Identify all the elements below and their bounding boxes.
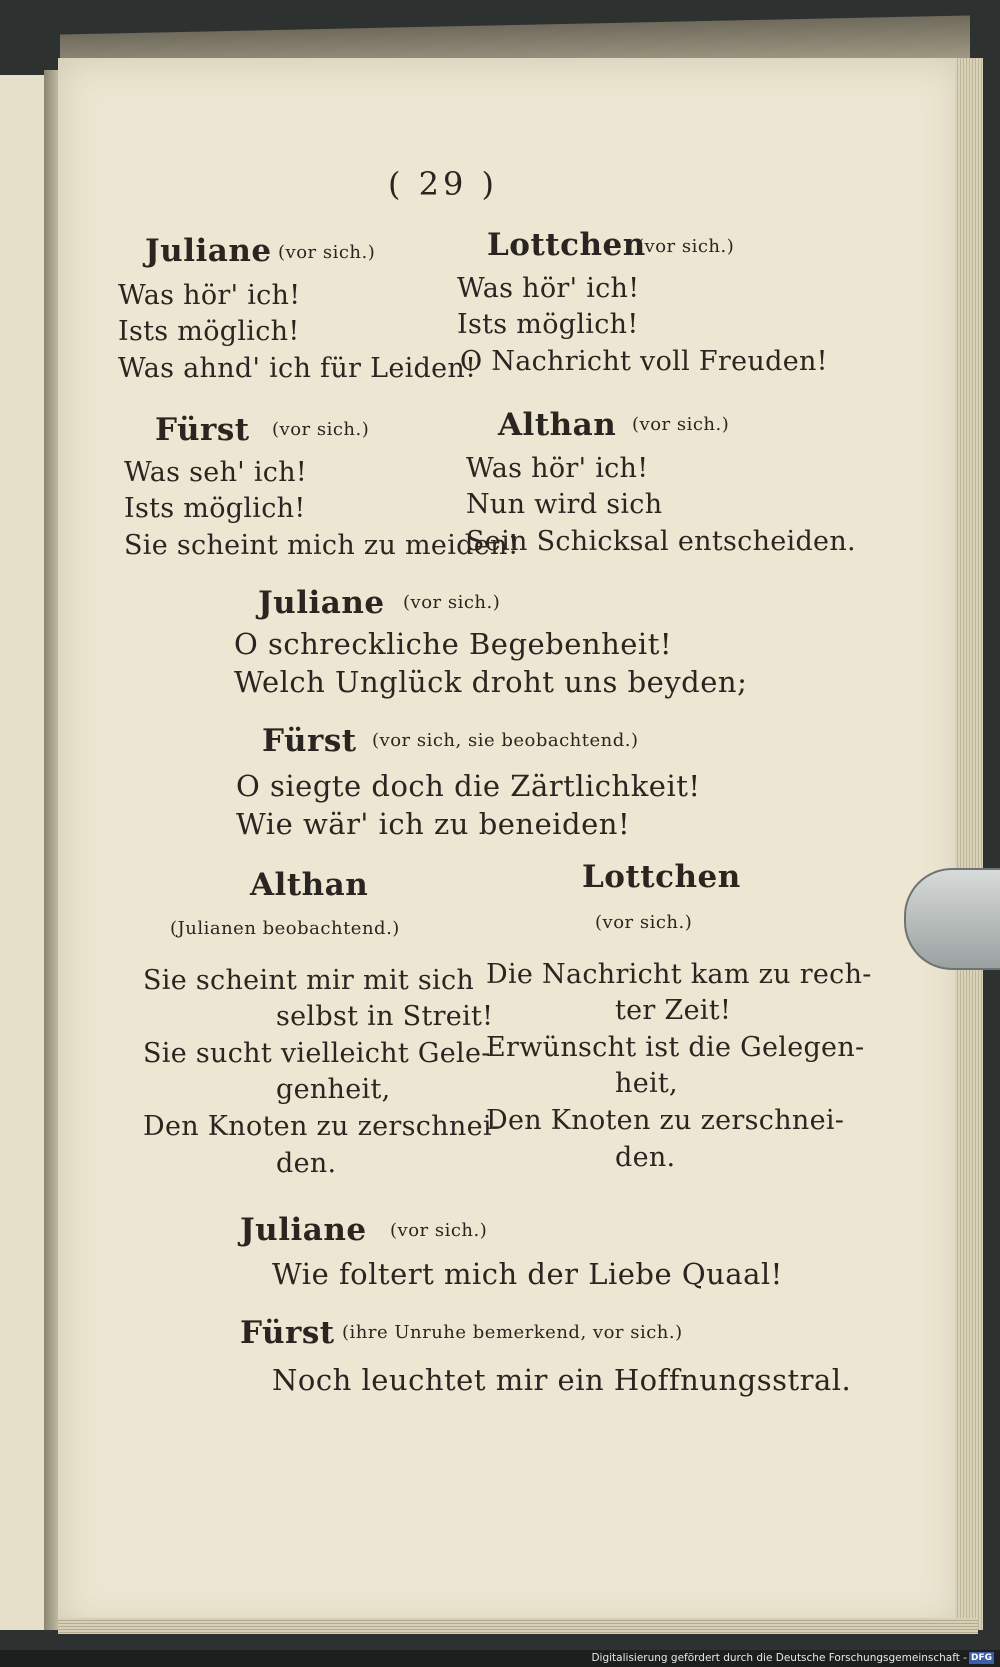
verse-line: Was ahnd' ich für Leiden! <box>118 353 477 384</box>
page-clip <box>904 868 1000 970</box>
dfg-logo: DFG <box>970 1653 992 1663</box>
verse-line: Wie foltert mich der Liebe Quaal! <box>272 1257 783 1291</box>
verse-line: heit, <box>615 1068 678 1099</box>
verse-line: O schreckliche Begebenheit! <box>234 627 673 661</box>
speaker-althan: Althan <box>250 867 369 903</box>
stage-direction: (vor sich.) <box>272 419 370 440</box>
verse-line: den. <box>276 1148 337 1179</box>
stage-direction: (vor sich, sie beobachtend.) <box>372 730 639 751</box>
verse-line: selbst in Streit! <box>276 1001 494 1032</box>
verse-line: Wie wär' ich zu beneiden! <box>236 807 631 841</box>
verse-line: O siegte doch die Zärtlichkeit! <box>236 769 701 803</box>
funding-credit <box>591 1651 994 1666</box>
verse-line: Nun wird sich <box>466 489 663 520</box>
verse-line: Sie scheint mich zu meiden! <box>124 530 519 561</box>
verse-line: Was hör' ich! <box>118 280 301 311</box>
stage-direction: (vor sich.) <box>278 242 376 263</box>
speaker-juliane: Juliane <box>145 233 272 269</box>
verse-line: Sein Schicksal entscheiden. <box>466 526 856 557</box>
verse-line: Was hör' ich! <box>457 273 640 304</box>
verse-line: Ists möglich! <box>457 309 639 340</box>
verse-line: Erwünscht ist die Gelegen- <box>486 1032 865 1063</box>
verse-line: Die Nachricht kam zu rech- <box>486 959 872 990</box>
verse-line: O Nachricht voll Freuden! <box>460 346 828 377</box>
speaker-lottchen: Lottchen <box>487 227 646 263</box>
verse-line: Ists möglich! <box>118 316 300 347</box>
verse-line: ter Zeit! <box>615 995 732 1026</box>
funding-credit-text: Digitalisierung gefördert durch die Deutsche Forschungsgemeinschaft - <box>591 1652 967 1664</box>
stage-direction: (vor sich.) <box>595 912 693 933</box>
speaker-juliane: Juliane <box>240 1212 367 1248</box>
verse-line: Sie sucht vielleicht Gele- <box>143 1038 491 1069</box>
speaker-lottchen: Lottchen <box>582 859 741 895</box>
stage-direction: (vor sich.) <box>632 414 730 435</box>
speaker-fuerst: Fürst <box>155 412 250 448</box>
stage-direction: (ihre Unruhe bemerkend, vor sich.) <box>342 1322 683 1343</box>
stage-direction: (vor sich.) <box>390 1220 488 1241</box>
verse-line: Was hör' ich! <box>466 453 649 484</box>
page-number: ( 29 ) <box>388 165 499 203</box>
verse-line: Welch Unglück droht uns beyden; <box>234 665 748 699</box>
verse-line: Noch leuchtet mir ein Hoffnungsstral. <box>272 1363 852 1397</box>
verse-line: Den Knoten zu zerschnei- <box>143 1111 502 1142</box>
page-fore-edge <box>955 58 983 1630</box>
verse-line: Den Knoten zu zerschnei- <box>486 1105 845 1136</box>
verse-line: Was seh' ich! <box>124 457 308 488</box>
verse-line: den. <box>615 1142 676 1173</box>
speaker-fuerst: Fürst <box>262 723 357 759</box>
speaker-juliane: Juliane <box>258 585 385 621</box>
stage-direction: (Julianen beobachtend.) <box>170 918 400 939</box>
verse-line: Sie scheint mir mit sich <box>143 965 475 996</box>
speaker-althan: Althan <box>498 407 617 443</box>
stage-direction: (vor sich.) <box>403 592 501 613</box>
left-page-edge <box>0 75 48 1630</box>
stage-direction: (vor sich.) <box>637 236 735 257</box>
verse-line: Ists möglich! <box>124 493 306 524</box>
speaker-fuerst: Fürst <box>240 1315 335 1351</box>
page-bottom-edge <box>58 1618 978 1634</box>
verse-line: genheit, <box>276 1074 391 1105</box>
